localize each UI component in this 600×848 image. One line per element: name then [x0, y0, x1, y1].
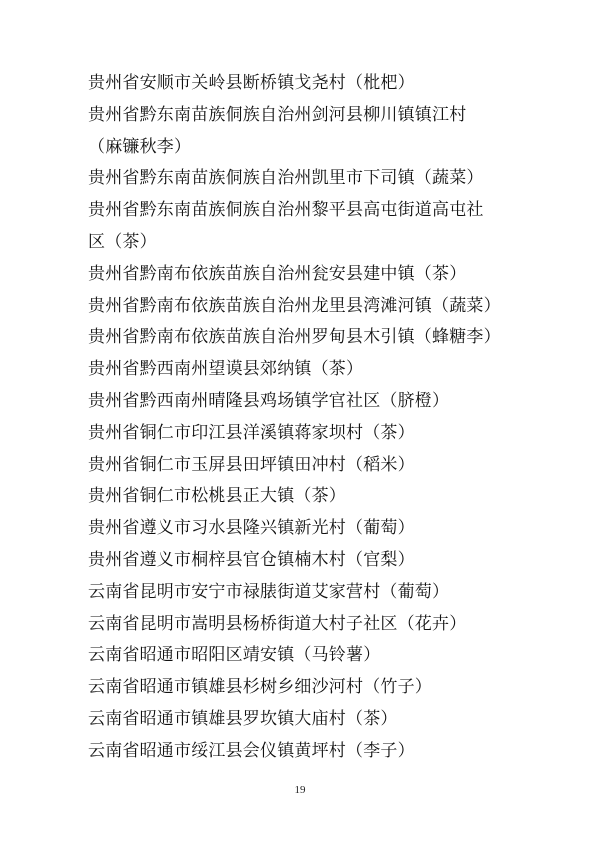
list-line: 云南省昭通市昭阳区靖安镇（马铃薯） [88, 645, 381, 666]
list-line: 贵州省遵义市桐梓县官仓镇楠木村（官梨） [88, 549, 415, 570]
list-line: 云南省昭通市镇雄县罗坎镇大庙村（茶） [88, 708, 398, 729]
list-line: 贵州省铜仁市印江县洋溪镇蒋家坝村（茶） [88, 422, 415, 443]
list-line: 云南省昭通市镇雄县杉树乡细沙河村（竹子） [88, 677, 432, 698]
list-line: 贵州省安顺市关岭县断桥镇戈尧村（枇杷） [88, 73, 415, 93]
list-line: 贵州省铜仁市玉屏县田坪镇田冲村（稻米） [88, 454, 415, 475]
list-line: 区（茶） [88, 231, 157, 252]
list-line: 贵州省黔东南苗族侗族自治州剑河县柳川镇镇江村 [88, 104, 467, 125]
list-line: 云南省昆明市嵩明县杨桥街道大村子社区（花卉） [88, 613, 467, 634]
village-list [88, 68, 528, 768]
list-line: 贵州省铜仁市松桃县正大镇（茶） [88, 486, 346, 507]
list-line: 贵州省黔南布依族苗族自治州龙里县湾滩河镇（蔬菜） [88, 295, 501, 316]
list-line: （麻镰秋李） [88, 136, 192, 157]
list-line: 云南省昭通市绥江县会仪镇黄坪村（李子） [88, 740, 415, 761]
page-number: 19 [294, 784, 306, 796]
list-line: 贵州省黔南布依族苗族自治州瓮安县建中镇（茶） [88, 263, 467, 284]
list-line: 贵州省遵义市习水县隆兴镇新光村（葡萄） [88, 518, 415, 539]
list-line: 贵州省黔东南苗族侗族自治州凯里市下司镇（蔬菜） [88, 168, 484, 189]
list-line: 贵州省黔西南州望谟县郊纳镇（茶） [88, 359, 364, 380]
list-line: 贵州省黔西南州晴隆县鸡场镇学官社区（脐橙） [88, 390, 450, 411]
list-line: 贵州省黔南布依族苗族自治州罗甸县木引镇（蜂糖李） [88, 327, 501, 348]
list-line: 贵州省黔东南苗族侗族自治州黎平县高屯街道高屯社 [88, 200, 484, 221]
list-line: 云南省昆明市安宁市禄脿街道艾家营村（葡萄） [88, 581, 450, 602]
